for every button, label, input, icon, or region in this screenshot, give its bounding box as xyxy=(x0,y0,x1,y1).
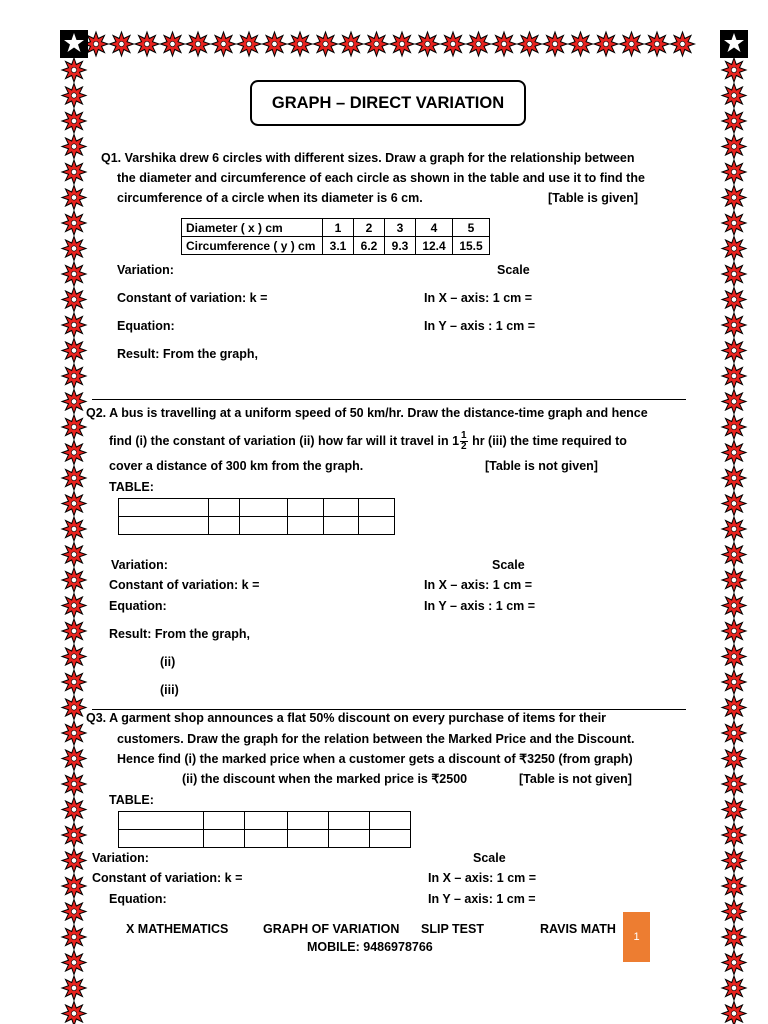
border-star-icon xyxy=(722,466,746,490)
table-cell: 1 xyxy=(323,219,354,237)
border-star-icon xyxy=(722,925,746,949)
border-star-icon xyxy=(722,849,746,873)
border-star-icon xyxy=(62,925,86,949)
q1-equation-label: Equation: xyxy=(117,319,175,333)
table-cell[interactable] xyxy=(288,517,324,535)
q3-table-tag: [Table is not given] xyxy=(519,772,632,786)
table-row xyxy=(119,812,411,830)
q1-scale-label: Scale xyxy=(497,263,530,277)
star-border-right xyxy=(720,58,748,1024)
table-cell: 4 xyxy=(416,219,453,237)
star-border-top xyxy=(58,30,718,58)
border-star-icon xyxy=(722,58,746,82)
border-star-icon xyxy=(518,32,542,56)
table-cell[interactable] xyxy=(245,830,288,848)
border-star-icon xyxy=(62,313,86,337)
border-star-icon xyxy=(569,32,593,56)
border-star-icon xyxy=(722,645,746,669)
border-star-icon xyxy=(722,415,746,439)
border-star-icon xyxy=(62,823,86,847)
border-star-icon xyxy=(722,288,746,312)
border-star-icon xyxy=(390,32,414,56)
border-star-icon xyxy=(62,976,86,1000)
border-star-icon xyxy=(339,32,363,56)
table-cell[interactable] xyxy=(204,830,245,848)
table-row xyxy=(182,219,490,237)
border-star-icon xyxy=(62,186,86,210)
border-star-icon xyxy=(722,262,746,286)
q3-scale-label: Scale xyxy=(473,851,506,865)
q3-x-axis-scale: In X – axis: 1 cm = xyxy=(428,871,537,885)
row-label: Diameter ( x ) cm xyxy=(182,219,323,237)
q2-x-axis-scale: In X – axis: 1 cm = xyxy=(424,578,533,592)
footer-topic: GRAPH OF VARIATION xyxy=(263,922,400,936)
border-star-icon xyxy=(416,32,440,56)
border-star-icon xyxy=(722,364,746,388)
border-star-icon xyxy=(722,517,746,541)
border-star-icon xyxy=(62,237,86,261)
table-cell: 9.3 xyxy=(385,237,416,255)
border-star-icon xyxy=(722,670,746,694)
star-border-left xyxy=(60,58,88,1024)
border-star-icon xyxy=(722,441,746,465)
q2-variation-label: Variation: xyxy=(111,558,168,572)
q2-line-1: Q2. A bus is travelling at a uniform speed of 50 km/hr. Draw the distance-time graph and hence xyxy=(86,406,648,420)
table-cell[interactable] xyxy=(119,812,204,830)
table-cell: 12.4 xyxy=(416,237,453,255)
border-star-icon xyxy=(62,135,86,159)
footer-mobile: MOBILE: 9486978766 xyxy=(307,940,433,954)
q2-result-iii: (iii) xyxy=(160,683,179,697)
border-star-icon xyxy=(722,798,746,822)
section-divider xyxy=(92,399,686,400)
fraction-denominator: 2 xyxy=(461,441,467,452)
row-label: Circumference ( y ) cm xyxy=(182,237,323,255)
table-cell[interactable] xyxy=(359,517,395,535)
corner-star-icon xyxy=(720,30,748,58)
q1-y-axis-scale: In Y – axis : 1 cm = xyxy=(424,319,536,333)
border-star-icon xyxy=(722,237,746,261)
border-star-icon xyxy=(441,32,465,56)
q1-result-label: Result: From the graph, xyxy=(117,347,258,361)
border-star-icon xyxy=(722,160,746,184)
q2-constant-label: Constant of variation: k = xyxy=(109,578,260,592)
q1-line-1: Q1. Varshika drew 6 circles with different sizes. Draw a graph for the relationship between xyxy=(101,151,635,165)
border-star-icon xyxy=(543,32,567,56)
border-star-icon xyxy=(620,32,644,56)
table-cell[interactable] xyxy=(209,499,240,517)
q1-line-3: circumference of a circle when its diameter is 6 cm. xyxy=(117,191,423,205)
border-star-icon xyxy=(722,339,746,363)
q2-blank-table[interactable] xyxy=(118,498,395,535)
q1-table-tag: [Table is given] xyxy=(548,191,639,205)
border-star-icon xyxy=(722,390,746,414)
table-cell[interactable] xyxy=(329,812,370,830)
border-star-icon xyxy=(492,32,516,56)
border-star-icon xyxy=(62,798,86,822)
border-star-icon xyxy=(365,32,389,56)
border-star-icon xyxy=(722,747,746,771)
border-star-icon xyxy=(722,84,746,108)
footer-subject: X MATHEMATICS xyxy=(126,922,229,936)
border-star-icon xyxy=(62,721,86,745)
border-star-icon xyxy=(722,135,746,159)
table-cell[interactable] xyxy=(209,517,240,535)
table-cell: 15.5 xyxy=(453,237,490,255)
table-row xyxy=(182,237,490,255)
border-star-icon xyxy=(237,32,261,56)
table-cell[interactable] xyxy=(119,830,204,848)
border-star-icon xyxy=(186,32,210,56)
border-star-icon xyxy=(62,543,86,567)
border-star-icon xyxy=(62,645,86,669)
table-cell[interactable] xyxy=(204,812,245,830)
q3-line-2: customers. Draw the graph for the relation between the Marked Price and the Discount. xyxy=(117,732,635,746)
border-star-icon xyxy=(135,32,159,56)
q3-variation-label: Variation: xyxy=(92,851,149,865)
border-star-icon xyxy=(62,619,86,643)
border-star-icon xyxy=(671,32,695,56)
border-star-icon xyxy=(722,492,746,516)
table-cell[interactable] xyxy=(288,499,324,517)
q2-result-label: Result: From the graph, xyxy=(109,627,250,641)
border-star-icon xyxy=(62,466,86,490)
border-star-icon xyxy=(62,58,86,82)
border-star-icon xyxy=(722,109,746,133)
border-star-icon xyxy=(722,619,746,643)
table-cell[interactable] xyxy=(370,812,411,830)
q1-x-axis-scale: In X – axis: 1 cm = xyxy=(424,291,533,305)
table-cell[interactable] xyxy=(359,499,395,517)
table-cell[interactable] xyxy=(370,830,411,848)
border-star-icon xyxy=(263,32,287,56)
border-star-icon xyxy=(62,900,86,924)
table-cell: 6.2 xyxy=(354,237,385,255)
border-star-icon xyxy=(722,1002,746,1024)
q2-equation-label: Equation: xyxy=(109,599,167,613)
border-star-icon xyxy=(722,772,746,796)
fraction-one-half xyxy=(460,431,468,452)
table-row xyxy=(119,517,395,535)
border-star-icon xyxy=(722,543,746,567)
border-star-icon xyxy=(62,160,86,184)
q1-variation-label: Variation: xyxy=(117,263,174,277)
border-star-icon xyxy=(62,339,86,363)
q2-line-2 xyxy=(109,431,627,452)
border-star-icon xyxy=(722,211,746,235)
border-star-icon xyxy=(62,211,86,235)
border-star-icon xyxy=(62,492,86,516)
border-star-icon xyxy=(62,364,86,388)
q2-scale-label: Scale xyxy=(492,558,525,572)
corner-star-icon xyxy=(60,30,88,58)
q3-y-axis-scale: In Y – axis: 1 cm = xyxy=(428,892,536,906)
border-star-icon xyxy=(722,951,746,975)
border-star-icon xyxy=(62,747,86,771)
q3-equation-label: Equation: xyxy=(109,892,167,906)
table-cell: 3 xyxy=(385,219,416,237)
q1-data-table xyxy=(181,218,490,255)
border-star-icon xyxy=(722,874,746,898)
border-star-icon xyxy=(62,441,86,465)
border-star-icon xyxy=(62,696,86,720)
border-star-icon xyxy=(722,313,746,337)
border-star-icon xyxy=(62,670,86,694)
border-star-icon xyxy=(62,568,86,592)
q2-line-2-end: hr (iii) the time required to xyxy=(468,433,627,448)
q2-y-axis-scale: In Y – axis : 1 cm = xyxy=(424,599,536,613)
q1-constant-label: Constant of variation: k = xyxy=(117,291,268,305)
border-star-icon xyxy=(722,721,746,745)
border-star-icon xyxy=(722,696,746,720)
table-cell[interactable] xyxy=(119,499,209,517)
q1-line-2: the diameter and circumference of each circle as shown in the table and use it to find the xyxy=(117,171,645,185)
table-cell[interactable] xyxy=(240,517,288,535)
border-star-icon xyxy=(722,823,746,847)
border-star-icon xyxy=(62,288,86,312)
table-row xyxy=(119,830,411,848)
border-star-icon xyxy=(722,900,746,924)
border-star-icon xyxy=(62,594,86,618)
table-cell[interactable] xyxy=(324,517,359,535)
border-star-icon xyxy=(62,415,86,439)
border-star-icon xyxy=(288,32,312,56)
border-star-icon xyxy=(62,109,86,133)
q2-line-2-start: find (i) the constant of variation (ii) how far will it travel in 1 xyxy=(109,433,460,448)
border-star-icon xyxy=(62,849,86,873)
q2-table-tag: [Table is not given] xyxy=(485,459,598,473)
table-cell: 2 xyxy=(354,219,385,237)
table-cell[interactable] xyxy=(288,812,329,830)
border-star-icon xyxy=(62,1002,86,1024)
table-cell[interactable] xyxy=(240,499,288,517)
table-cell[interactable] xyxy=(324,499,359,517)
border-star-icon xyxy=(62,84,86,108)
q2-result-ii: (ii) xyxy=(160,655,176,669)
table-cell[interactable] xyxy=(329,830,370,848)
q2-table-label: TABLE: xyxy=(109,480,154,494)
border-star-icon xyxy=(722,976,746,1000)
border-star-icon xyxy=(314,32,338,56)
border-star-icon xyxy=(62,951,86,975)
border-star-icon xyxy=(62,390,86,414)
border-star-icon xyxy=(594,32,618,56)
page-number-tab: 1 xyxy=(623,912,650,962)
q3-constant-label: Constant of variation: k = xyxy=(92,871,243,885)
border-star-icon xyxy=(62,517,86,541)
border-star-icon xyxy=(62,874,86,898)
border-star-icon xyxy=(722,186,746,210)
fraction-numerator: 1 xyxy=(461,430,467,441)
q3-line-3: Hence find (i) the marked price when a customer gets a discount of ₹3250 (from graph) xyxy=(117,752,633,766)
border-star-icon xyxy=(467,32,491,56)
border-star-icon xyxy=(161,32,185,56)
border-star-icon xyxy=(645,32,669,56)
footer-brand: RAVIS MATH xyxy=(540,922,616,936)
border-star-icon xyxy=(722,568,746,592)
q3-table-label: TABLE: xyxy=(109,793,154,807)
table-row xyxy=(119,499,395,517)
border-star-icon xyxy=(62,262,86,286)
q2-line-3: cover a distance of 300 km from the graph. xyxy=(109,459,364,473)
page-title: GRAPH – DIRECT VARIATION xyxy=(250,80,526,126)
border-star-icon xyxy=(62,772,86,796)
q3-blank-table[interactable] xyxy=(118,811,411,848)
border-star-icon xyxy=(722,594,746,618)
q3-line-4: (ii) the discount when the marked price is ₹2500 xyxy=(182,772,468,786)
table-cell: 5 xyxy=(453,219,490,237)
border-star-icon xyxy=(212,32,236,56)
footer-test-type: SLIP TEST xyxy=(421,922,484,936)
table-cell[interactable] xyxy=(245,812,288,830)
table-cell[interactable] xyxy=(119,517,209,535)
border-star-icon xyxy=(110,32,134,56)
table-cell: 3.1 xyxy=(323,237,354,255)
q3-line-1: Q3. A garment shop announces a flat 50% discount on every purchase of items for their xyxy=(86,711,607,725)
table-cell[interactable] xyxy=(288,830,329,848)
